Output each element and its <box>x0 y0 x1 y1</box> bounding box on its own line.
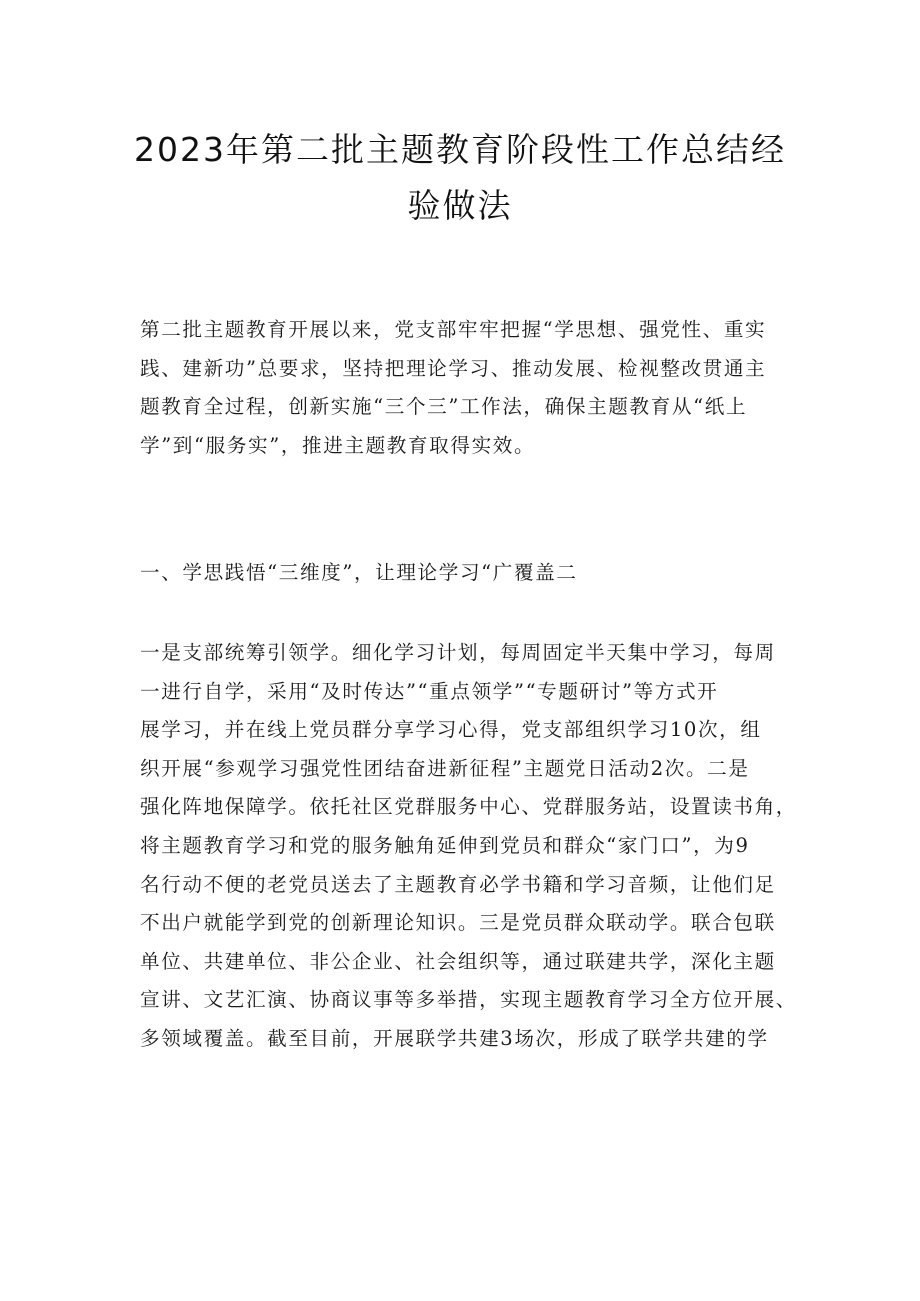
intro-line: 践、建新功”总要求，坚持把理论学习、推动发展、检视整改贯通主 <box>140 356 767 380</box>
body-line: 展学习，并在线上党员群分享学习心得，党支部组织学习10次，组 <box>140 718 762 742</box>
body-line: 单位、共建单位、非公企业、社会组织等，通过联建共学，深化主题 <box>140 949 776 973</box>
body-line: 强化阵地保障学。依托社区党群服务中心、党群服务站，设置读书角， <box>140 795 798 819</box>
body-line: 名行动不便的老党员送去了主题教育必学书籍和学习音频，让他们足 <box>140 872 776 896</box>
body-line: 不出户就能学到党的创新理论知识。三是党员群众联动学。联合包联 <box>140 911 776 935</box>
body-line: 一是支部统筹引领学。细化学习计划，每周固定半天集中学习，每周 <box>140 641 776 664</box>
document-title-line-2: 验做法 <box>407 186 513 225</box>
body-line: 织开展“参观学习强党性团结奋进新征程”主题党日活动2次。二是 <box>140 756 750 780</box>
section-1-heading: 一、学思践悟“三维度”，让理论学习“广覆盖二 <box>140 561 578 584</box>
body-line: 一进行自学，采用“及时传达”“重点领学”“专题研讨”等方式开 <box>140 679 719 703</box>
intro-line: 学”到“服务实”，推进主题教育取得实效。 <box>140 433 536 457</box>
section-1-paragraph <box>140 634 798 1059</box>
document-title-line-1: 2023年第二批主题教育阶段性工作总结经 <box>134 130 786 169</box>
intro-line: 题教育全过程，创新实施“三个三”工作法，确保主题教育从“纸上 <box>140 395 748 418</box>
intro-paragraph <box>140 311 785 465</box>
body-line: 宣讲、文艺汇演、协商议事等多举措，实现主题教育学习全方位开展、 <box>140 988 798 1012</box>
body-line: 多领域覆盖。截至目前，开展联学共建3场次，形成了联学共建的学 <box>140 1026 769 1050</box>
body-line: 将主题教育学习和党的服务触角延伸到党员和群众“家门口”，为9 <box>140 833 750 857</box>
intro-line: 第二批主题教育开展以来，党支部牢牢把握“学思想、强党性、重实 <box>140 318 767 341</box>
